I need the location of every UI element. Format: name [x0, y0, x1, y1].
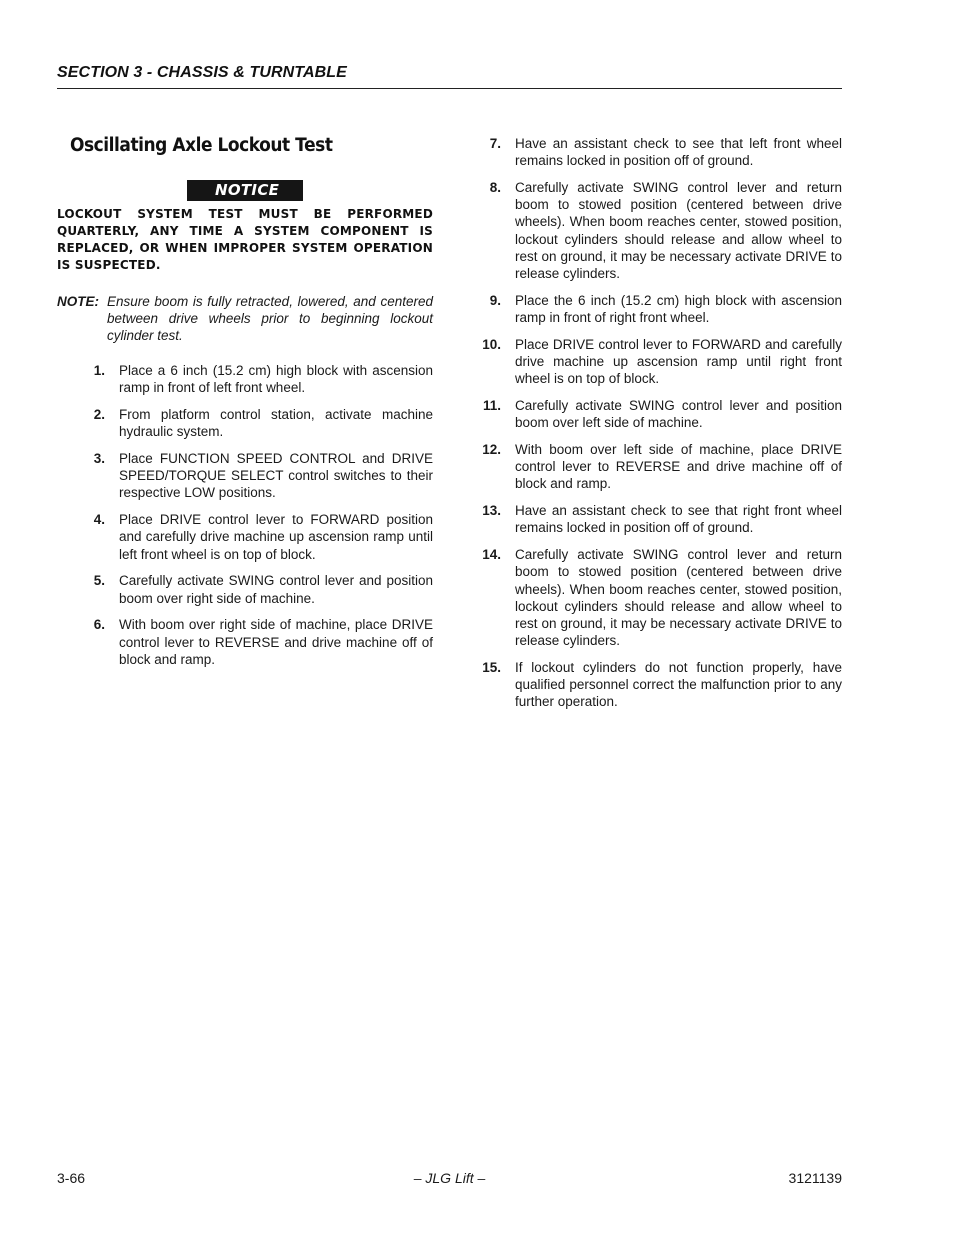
step-number: 15. [482, 660, 501, 676]
step-number: 10. [482, 336, 501, 352]
step-text: If lockout cylinders do not function properly, have qualified personnel correct the malfunction prior to any further operation. [515, 660, 842, 710]
step-text: With boom over left side of machine, place DRIVE control lever to REVERSE and drive machine off of block and ramp. [515, 442, 842, 492]
step-item [57, 511, 433, 563]
step-item [480, 441, 842, 493]
note-text: Ensure boom is fully retracted, lowered, and centered between drive wheels prior to beginning lockout cylinder test. [107, 294, 433, 343]
step-text: Place a 6 inch (15.2 cm) high block with ascension ramp in front of left front wheel. [119, 363, 433, 396]
step-number: 7. [489, 136, 501, 151]
step-number: 6. [93, 617, 105, 633]
notice-badge: NOTICE [187, 180, 303, 201]
section-title: Oscillating Axle Lockout Test [70, 135, 333, 156]
document-number: 3121139 [788, 1170, 842, 1186]
page-footer [57, 1170, 842, 1190]
steps-list-left [57, 362, 433, 668]
step-item [480, 397, 842, 431]
step-item [480, 179, 842, 282]
step-number: 5. [93, 573, 105, 589]
step-number: 1. [93, 363, 105, 378]
note-block [57, 293, 433, 344]
step-item [480, 135, 842, 169]
step-number: 2. [93, 407, 105, 422]
step-text: Have an assistant check to see that left front wheel remains locked in position off of ground. [515, 136, 842, 169]
step-number: 13. [482, 503, 501, 519]
step-item [480, 659, 842, 711]
step-item [480, 336, 842, 388]
step-number: 9. [489, 292, 501, 308]
step-number: 12. [482, 442, 501, 458]
step-number: 8. [489, 180, 501, 195]
right-column [480, 135, 842, 720]
step-number: 14. [482, 547, 501, 563]
step-text: With boom over right side of machine, place DRIVE control lever to REVERSE and drive machine off of block and ramp. [119, 617, 433, 667]
step-item [57, 406, 433, 440]
step-text: Place DRIVE control lever to FORWARD position and carefully drive machine up ascension ramp until left front wheel is on top of block. [119, 512, 433, 562]
step-item [57, 450, 433, 502]
step-item [480, 502, 842, 536]
step-item [480, 292, 842, 326]
step-text: Carefully activate SWING control lever and position boom over right side of machine. [119, 573, 433, 606]
page-number: 3-66 [57, 1170, 86, 1186]
step-number: 4. [93, 512, 105, 528]
step-text: Carefully activate SWING control lever and return boom to stowed position (centered between drive wheels). When boom reaches center, stowed position, lockout cylinders should release and allow wheel to rest on ground, it may be necessary activate DRIVE to release cylinders. [515, 547, 842, 649]
step-text: From platform control station, activate machine hydraulic system. [119, 407, 433, 440]
notice-text: LOCKOUT SYSTEM TEST MUST BE PERFORMED QUARTERLY, ANY TIME A SYSTEM COMPONENT IS REPLACED, OR WHEN IMPROPER SYSTEM OPERATION IS SUSPECTED. [57, 207, 433, 272]
step-item [57, 362, 433, 396]
step-text: Carefully activate SWING control lever and position boom over left side of machine. [515, 398, 842, 431]
steps-list-right [480, 135, 842, 711]
left-column [57, 130, 433, 678]
step-item [57, 572, 433, 606]
note-label: NOTE: [57, 294, 99, 309]
step-item [57, 616, 433, 668]
section-header-title: SECTION 3 - CHASSIS & TURNTABLE [57, 64, 347, 81]
step-text: Place the 6 inch (15.2 cm) high block with ascension ramp in front of right front wheel. [515, 292, 842, 326]
step-text: Place DRIVE control lever to FORWARD and carefully drive machine up ascension ramp until right front wheel is on top of block. [515, 336, 842, 387]
step-item [480, 546, 842, 649]
step-text: Place FUNCTION SPEED CONTROL and DRIVE SPEED/TORQUE SELECT control switches to their respective LOW positions. [119, 451, 433, 501]
notice-box [57, 180, 433, 201]
step-number: 3. [93, 451, 105, 466]
footer-publisher: – JLG Lift – [413, 1170, 486, 1186]
step-number: 11. [482, 398, 501, 414]
step-text: Carefully activate SWING control lever and return boom to stowed position (centered between drive wheels). When boom reaches center, stowed position, lockout cylinders should release and allow wheel to rest on ground, it may be necessary activate DRIVE to release cylinders. [515, 180, 842, 282]
step-text: Have an assistant check to see that right front wheel remains locked in position off of ground. [515, 503, 842, 536]
page-header [57, 64, 842, 89]
